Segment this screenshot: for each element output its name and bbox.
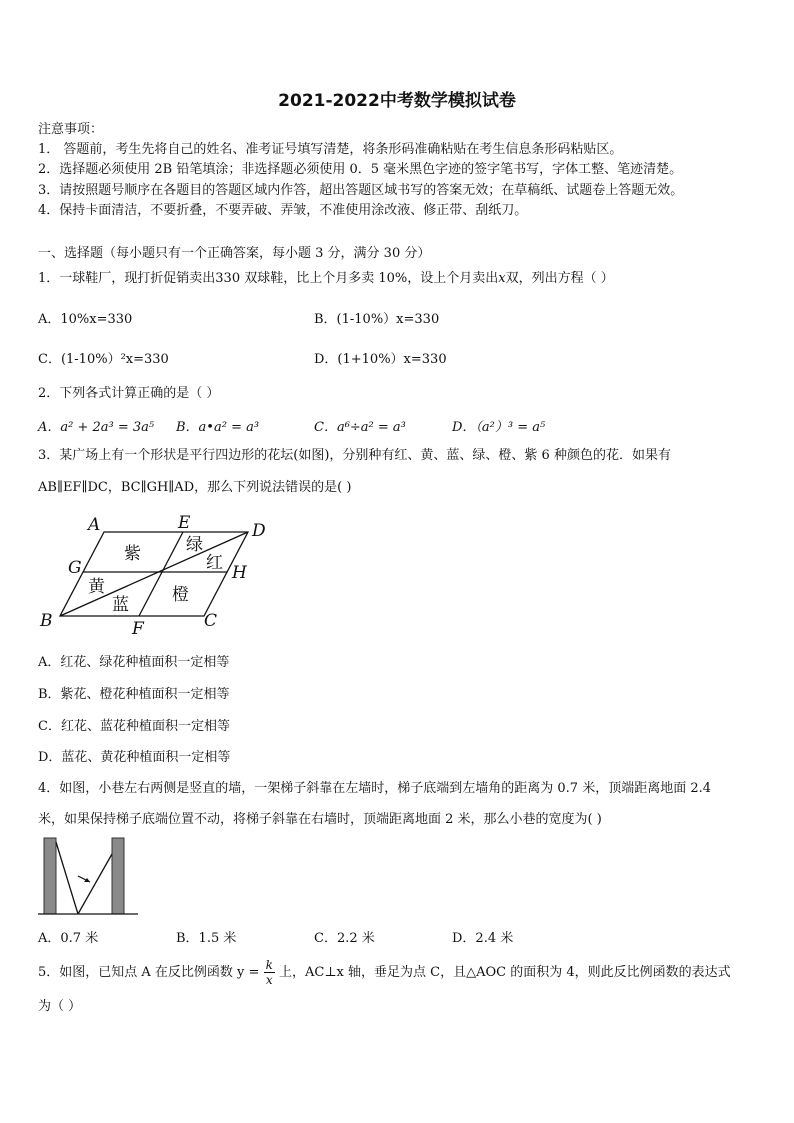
question-2-stem: 2．下列各式计算正确的是（ ）	[38, 386, 220, 401]
label-h: H	[232, 563, 247, 583]
q3-option-d: D．蓝花、黄花种植面积一定相等	[38, 750, 231, 765]
question-5-stem-line-1	[38, 958, 731, 988]
q2-option-a: A．a² + 2a³ = 3a⁵	[38, 420, 155, 435]
q5-fraction-numerator: k	[265, 958, 273, 972]
q4-option-b: B．1.5 米	[176, 931, 237, 946]
right-wall	[112, 838, 124, 914]
region-hong: 红	[206, 553, 223, 573]
q1-stem-part-c: 双，列出方程（ ）	[505, 271, 614, 286]
q5-fraction-denominator: x	[265, 973, 273, 987]
region-zi: 紫	[124, 544, 141, 564]
question-4-stem-line-2: 米，如果保持梯子底端位置不动，将梯子斜靠在右墙时，顶端距离地面 2 米，那么小巷的宽度为( )	[38, 812, 602, 827]
notice-item-3: 3．请按照题号顺序在各题目的答题区域内作答，超出答题区域书写的答案无效；在草稿纸、试题卷上答题无效。	[38, 183, 684, 198]
question-1-stem	[38, 269, 614, 289]
q3-option-c: C．红花、蓝花种植面积一定相等	[38, 719, 230, 734]
q2-option-d: D．（a²）³ = a⁵	[452, 420, 546, 435]
diagonal-bd	[60, 532, 248, 616]
q4-option-c: C．2.2 米	[314, 931, 375, 946]
q1-stem-variable: x	[498, 271, 506, 286]
ladder-right	[78, 854, 112, 914]
label-f: F	[132, 619, 144, 639]
q5-stem-part-b: 上，AC⊥x 轴，垂足为点 C，且△AOC 的面积为 4，则此反比例函数的表达式	[279, 965, 731, 980]
label-e: E	[178, 513, 191, 533]
q5-fraction	[264, 958, 275, 987]
notice-heading: 注意事项：	[38, 122, 104, 137]
region-lv: 绿	[186, 535, 203, 555]
q3-option-a: A．红花、绿花种植面积一定相等	[38, 655, 230, 670]
section-heading: 一、选择题（每小题只有一个正确答案，每小题 3 分，满分 30 分）	[38, 246, 431, 261]
q1-stem-part-b: 双球鞋，比上个月多卖 10%，设上个月卖出	[240, 271, 499, 286]
q2-option-c: C．a⁶÷a² = a³	[314, 420, 406, 435]
alley-ladder-figure	[36, 834, 140, 918]
q1-option-d: D．(1+10%）x=330	[314, 352, 447, 367]
parallelogram-figure	[36, 510, 286, 640]
ladder-left	[56, 842, 78, 914]
notice-item-2: 2．选择题必须使用 2B 铅笔填涂；非选择题必须使用 0．5 毫米黑色字迹的签字笔书写，字体工整、笔迹清楚。	[38, 162, 683, 177]
q4-option-a: A．0.7 米	[38, 931, 99, 946]
q1-stem-part-a: 1．一球鞋厂，现打折促销卖出	[38, 271, 216, 286]
label-a: A	[88, 515, 101, 535]
question-3-stem-line-2: AB∥EF∥DC，BC∥GH∥AD，那么下列说法错误的是( )	[38, 480, 352, 495]
left-wall	[44, 838, 56, 914]
question-5-stem-line-2: 为（ ）	[38, 999, 82, 1014]
label-c: C	[204, 611, 218, 631]
question-4-stem-line-1: 4．如图，小巷左右两侧是竖直的墙，一架梯子斜靠在左墙时，梯子底端到左墙角的距离为 0.7 米，顶端距离地面 2.4	[38, 781, 712, 796]
q5-stem-part-a: 5．如图，已知点 A 在反比例函数 y =	[38, 965, 260, 980]
q3-option-b: B．紫花、橙花种植面积一定相等	[38, 687, 230, 702]
label-g: G	[68, 558, 82, 578]
q1-option-b: B．(1-10%）x=330	[314, 312, 440, 327]
q1-option-c: C．(1-10%）²x=330	[38, 352, 169, 367]
notice-item-4: 4．保持卡面清洁，不要折叠，不要弄破、弄皱，不准使用涂改液、修正带、刮纸刀。	[38, 203, 528, 218]
label-b: B	[40, 611, 53, 631]
q2-option-b: B．a•a² = a³	[176, 420, 260, 435]
region-huang: 黄	[88, 577, 105, 597]
question-3-stem-line-1: 3．某广场上有一个形状是平行四边形的花坛(如图)，分别种有红、黄、蓝、绿、橙、紫 6 种颜色的花．如果有	[38, 448, 671, 463]
region-lan: 蓝	[112, 595, 129, 615]
q4-option-d: D．2.4 米	[452, 931, 514, 946]
notice-item-1: 1． 答题前，考生先将自己的姓名、准考证号填写清楚，将条形码准确粘贴在考生信息条形码粘贴区。	[38, 142, 623, 157]
q1-stem-number: 330	[215, 271, 241, 286]
region-cheng: 橙	[172, 585, 189, 605]
label-d: D	[252, 521, 266, 541]
page-title: 2021-2022中考数学模拟试卷	[278, 91, 516, 111]
q1-option-a: A．10%x=330	[38, 312, 133, 327]
